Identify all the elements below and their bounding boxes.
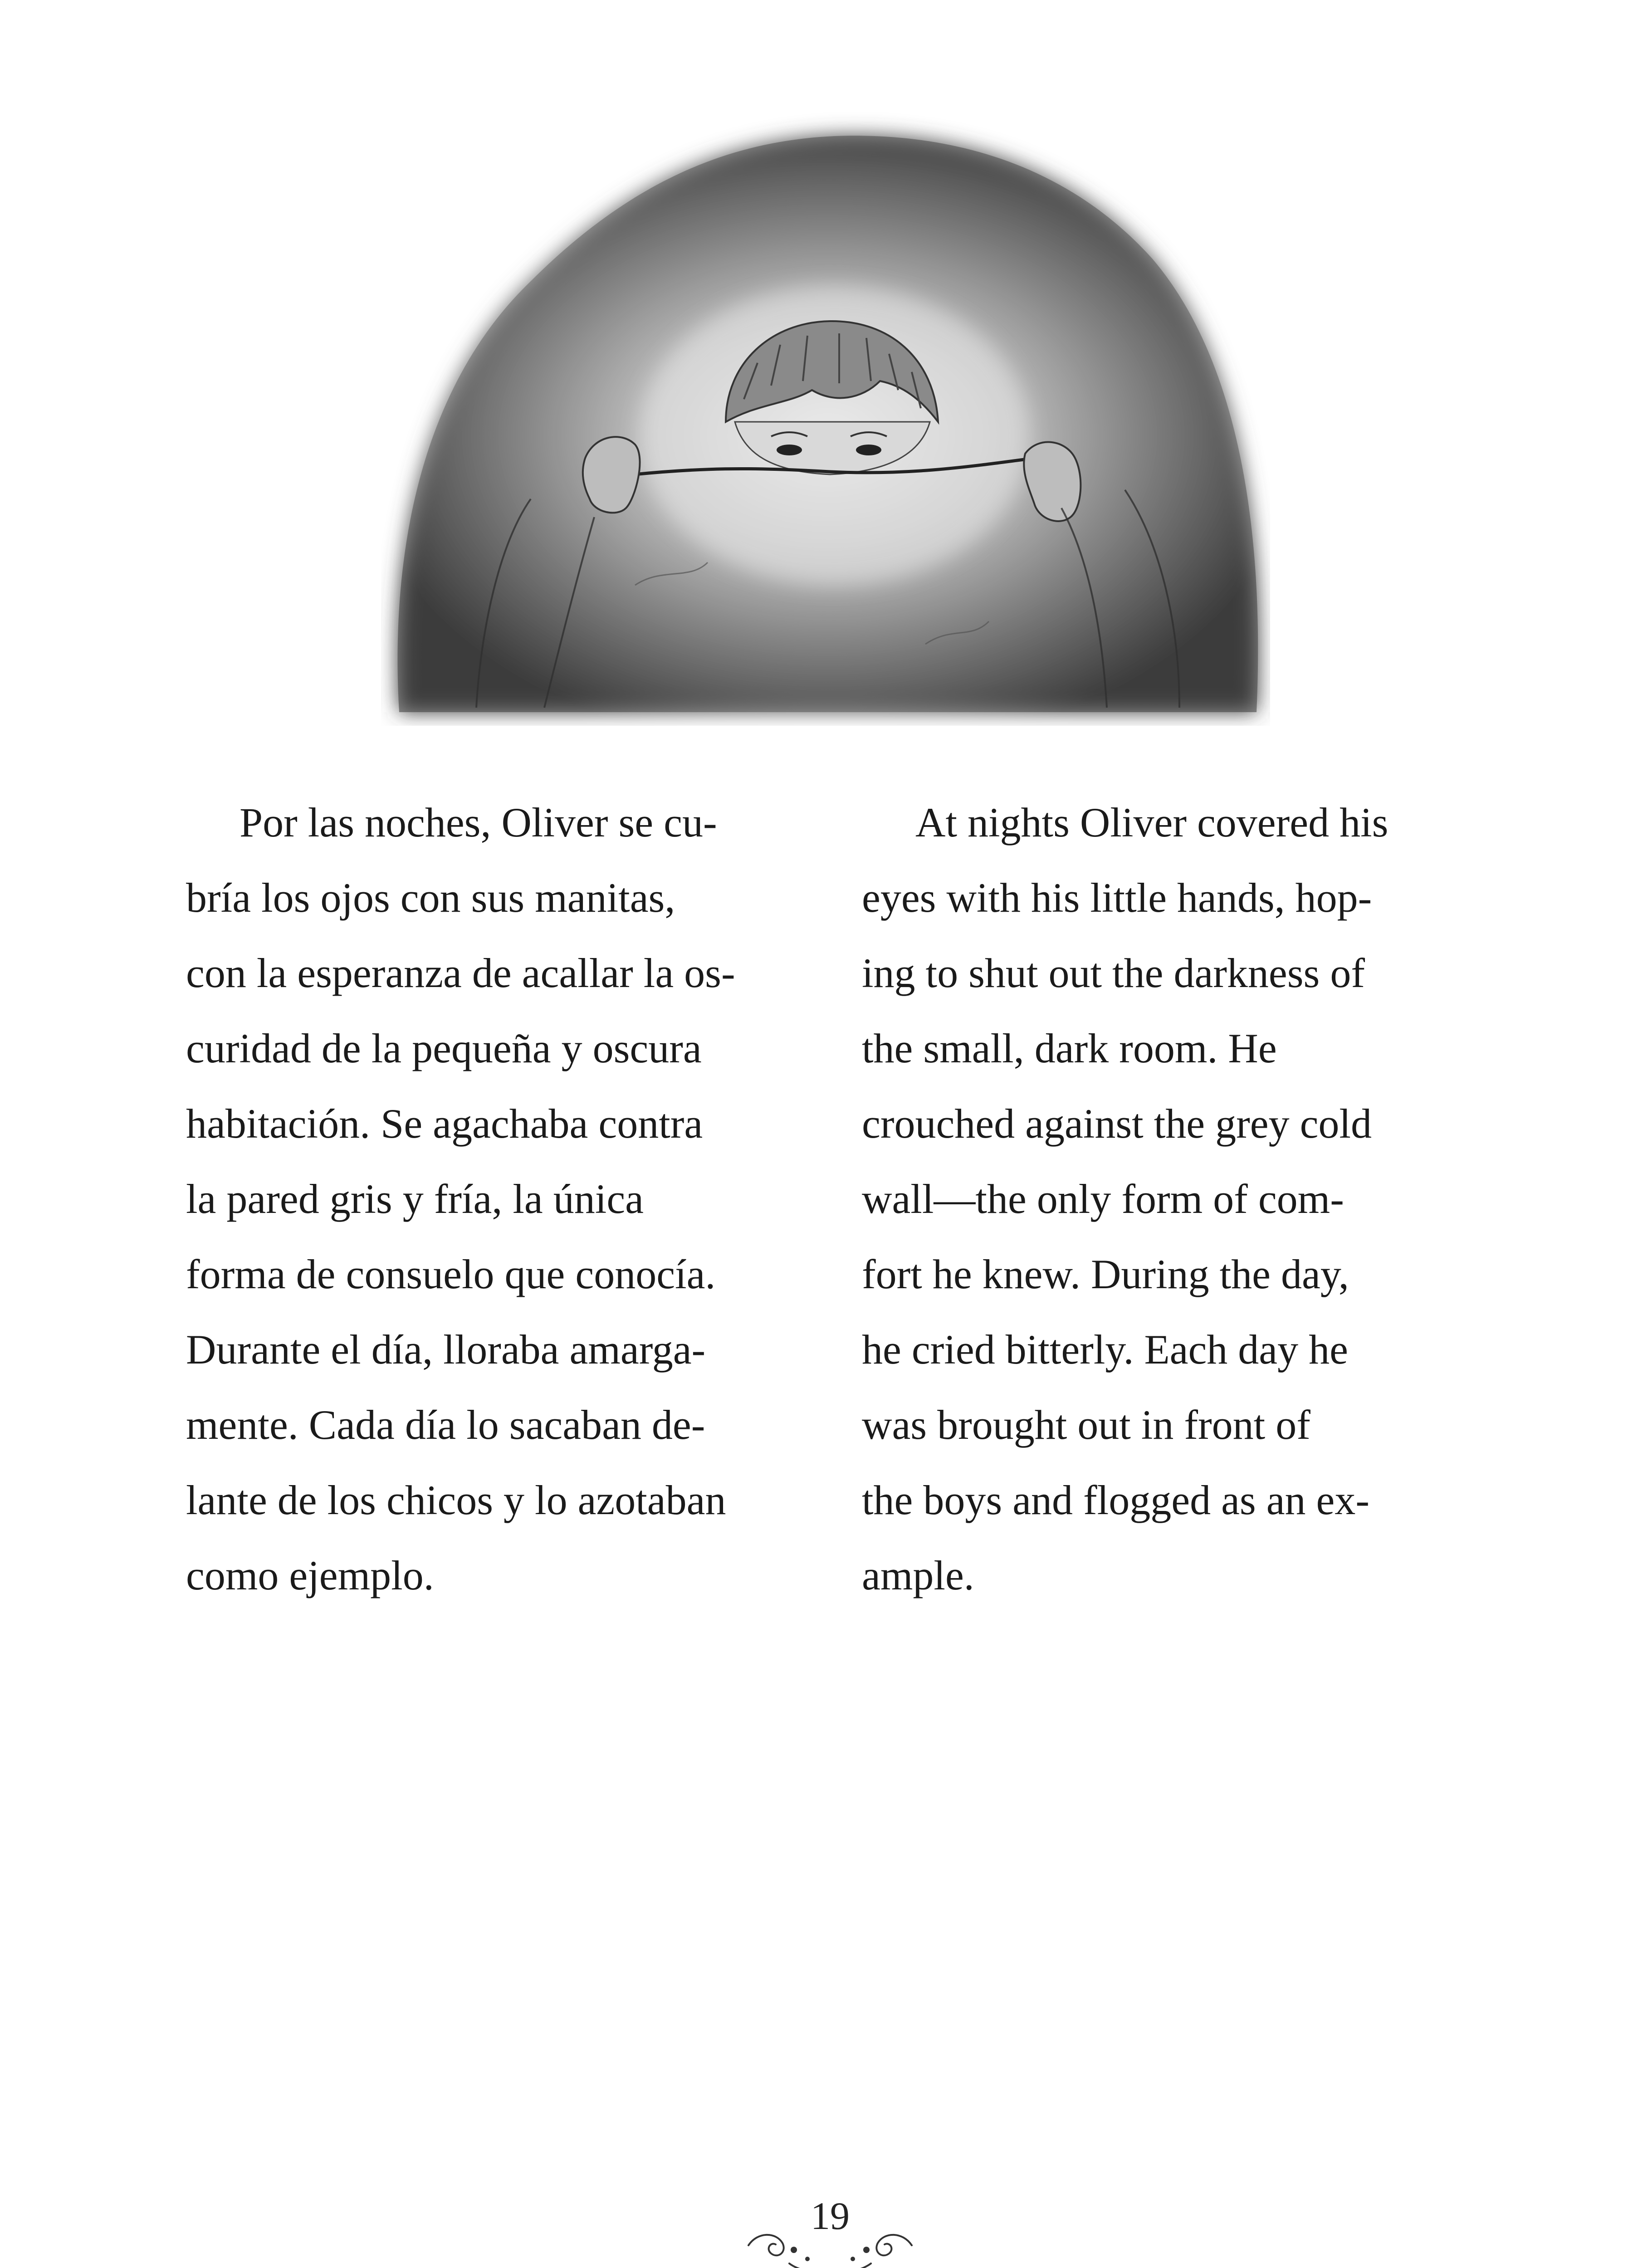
spanish-line: mente. Cada día lo sacaban de- — [186, 1402, 705, 1448]
english-line: the small, dark room. He — [862, 1025, 1277, 1071]
spanish-line: forma de consuelo que conocía. — [186, 1251, 716, 1297]
right-eye — [856, 445, 881, 455]
spanish-line: lante de los chicos y lo azotaban — [186, 1477, 726, 1523]
spanish-line: Por las noches, Oliver se cu- — [240, 799, 717, 846]
spanish-text-column — [186, 785, 807, 1613]
spanish-line: Durante el día, lloraba amarga- — [186, 1326, 706, 1373]
spanish-line: con la esperanza de acallar la os- — [186, 950, 735, 996]
english-line: wall—the only form of com- — [862, 1176, 1344, 1222]
boy-under-blanket-illustration — [381, 109, 1270, 726]
spanish-line: curidad de la pequeña y oscura — [186, 1025, 702, 1071]
flourish-ornament-icon — [739, 2214, 921, 2268]
english-line: fort he knew. During the day, — [862, 1251, 1349, 1297]
spanish-line: la pared gris y fría, la única — [186, 1176, 644, 1222]
english-line: ample. — [862, 1552, 974, 1598]
english-line: eyes with his little hands, hop- — [862, 875, 1372, 921]
english-line: ing to shut out the darkness of — [862, 950, 1365, 996]
english-line: crouched against the grey cold — [862, 1100, 1372, 1147]
english-text-column — [862, 785, 1483, 1613]
spanish-line: habitación. Se agachaba contra — [186, 1100, 703, 1147]
spanish-line: como ejemplo. — [186, 1552, 434, 1598]
english-line: the boys and flogged as an ex- — [862, 1477, 1370, 1523]
page-number: 19 — [811, 2194, 850, 2238]
english-line: he cried bitterly. Each day he — [862, 1326, 1348, 1373]
left-hand — [583, 437, 640, 513]
left-eye — [777, 445, 802, 455]
english-line: was brought out in front of — [862, 1402, 1310, 1448]
page-footer — [739, 2191, 921, 2268]
spanish-line: bría los ojos con sus manitas, — [186, 875, 675, 921]
english-line: At nights Oliver covered his — [915, 799, 1389, 846]
